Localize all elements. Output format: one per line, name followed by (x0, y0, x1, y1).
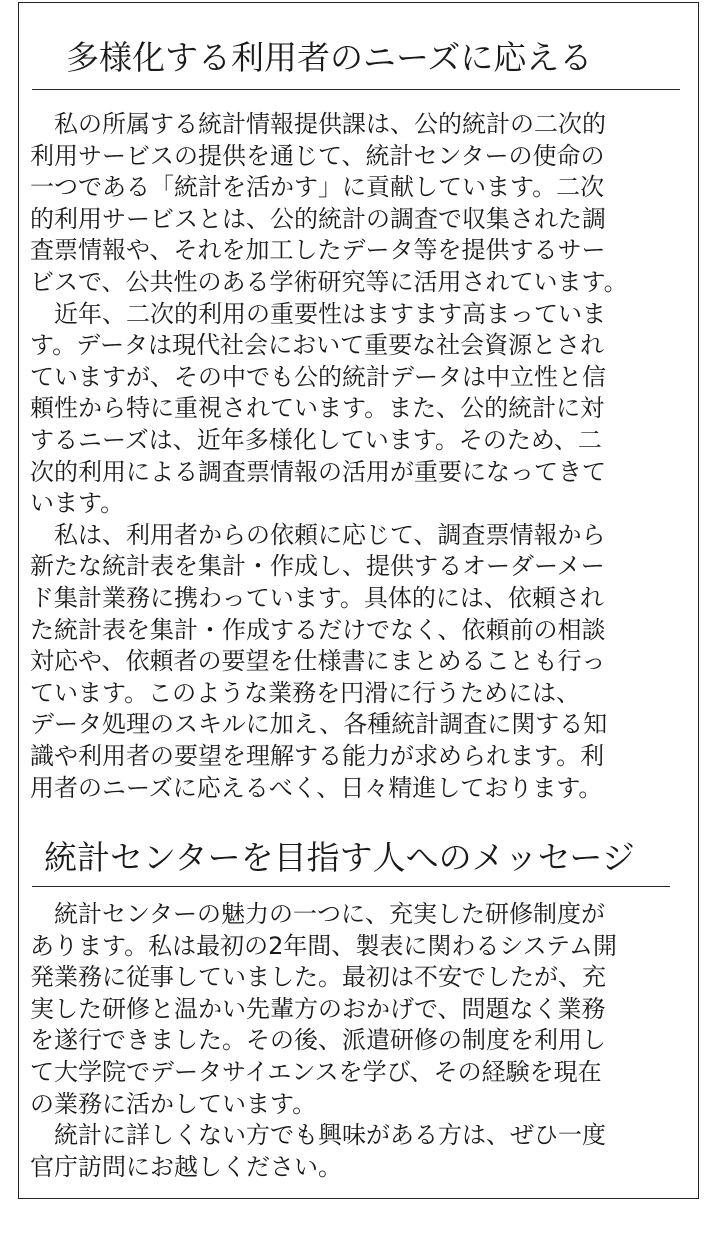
paragraph-line: を遂行できました。その後、派遣研修の制度を利用し (30, 1026, 606, 1055)
paragraph-line: 私は、利用者からの依頼に応じて、調査票情報から (30, 520, 606, 549)
paragraph-line: ド集計業務に携わっています。具体的には、依頼され (30, 584, 604, 612)
paragraph-line: 利用サービスの提供を通じて、統計センターの使命の (30, 141, 605, 170)
paragraph-line: 頼性から特に重視されています。また、公的統計に対 (30, 394, 605, 423)
paragraph-line: あります。私は最初の2年間、製表に関わるシステム開 (30, 931, 617, 960)
paragraph-line: の業務に活かしています。 (30, 1089, 317, 1118)
paragraph-line: するニーズは、近年多様化しています。そのため、二 (30, 426, 602, 454)
paragraph-line: データ処理のスキルに加え、各種統計調査に関する知 (30, 710, 608, 739)
paragraph-line: 一つである「統計を活かす」に貢献しています。二次 (30, 173, 605, 202)
paragraph-line: 発業務に従事していました。最初は不安でしたが、充 (30, 963, 606, 992)
paragraph-line: 識や利用者の要望を理解する能力が求められます。利 (30, 742, 605, 770)
paragraph-line: 統計に詳しくない方でも興味がある方は、ぜひ一度 (30, 1121, 606, 1150)
paragraph-line: 実した研修と温かい先輩方のおかげで、問題なく業務 (30, 994, 606, 1023)
paragraph-line: 近年、二次的利用の重要性はますます高まっていま (30, 299, 606, 328)
paragraph-line: ていますが、その中でも公的統計データは中立性と信 (30, 362, 606, 391)
paragraph-line: 用者のニーズに応えるべく、日々精進しております。 (30, 773, 603, 802)
paragraph-line: 的利用サービスとは、公的統計の調査で収集された調 (30, 204, 606, 233)
paragraph-line: す。データは現代社会において重要な社会資源とされ (30, 331, 605, 360)
paragraph-line: た統計表を集計・作成するだけでなく、依頼前の相談 (30, 615, 606, 644)
paragraph-line: います。 (30, 489, 125, 518)
paragraph-line: 新たな統計表を集計・作成し、提供するオーダーメー (30, 552, 605, 581)
paragraph-line: 査票情報や、それを加工したデータ等を提供するサー (30, 236, 606, 265)
paragraph-line: 統計センターの魅力の一つに、充実した研修制度が (30, 900, 606, 928)
paragraph-line: ビスで、公共性のある学術研究等に活用されています。 (30, 268, 628, 296)
paragraph-line: 次的利用による調査票情報の活用が重要になってきて (30, 457, 606, 486)
section-title-needs: 多様化する利用者のニーズに応える (66, 38, 593, 77)
title-underline (32, 886, 670, 887)
paragraph-line: て大学院でデータサイエンスを学び、その経験を現在 (30, 1058, 602, 1086)
title-underline (32, 89, 680, 90)
section-title-message: 統計センターを目指す人へのメッセージ (44, 838, 635, 877)
paragraph-line: 官庁訪問にお越しください。 (30, 1152, 342, 1181)
paragraph-line: 対応や、依頼者の要望を仕様書にまとめることも行っ (30, 647, 606, 676)
paragraph-line: ています。このような業務を円滑に行うためには、 (30, 678, 581, 707)
paragraph-line: 私の所属する統計情報提供課は、公的統計の二次的 (30, 110, 606, 138)
